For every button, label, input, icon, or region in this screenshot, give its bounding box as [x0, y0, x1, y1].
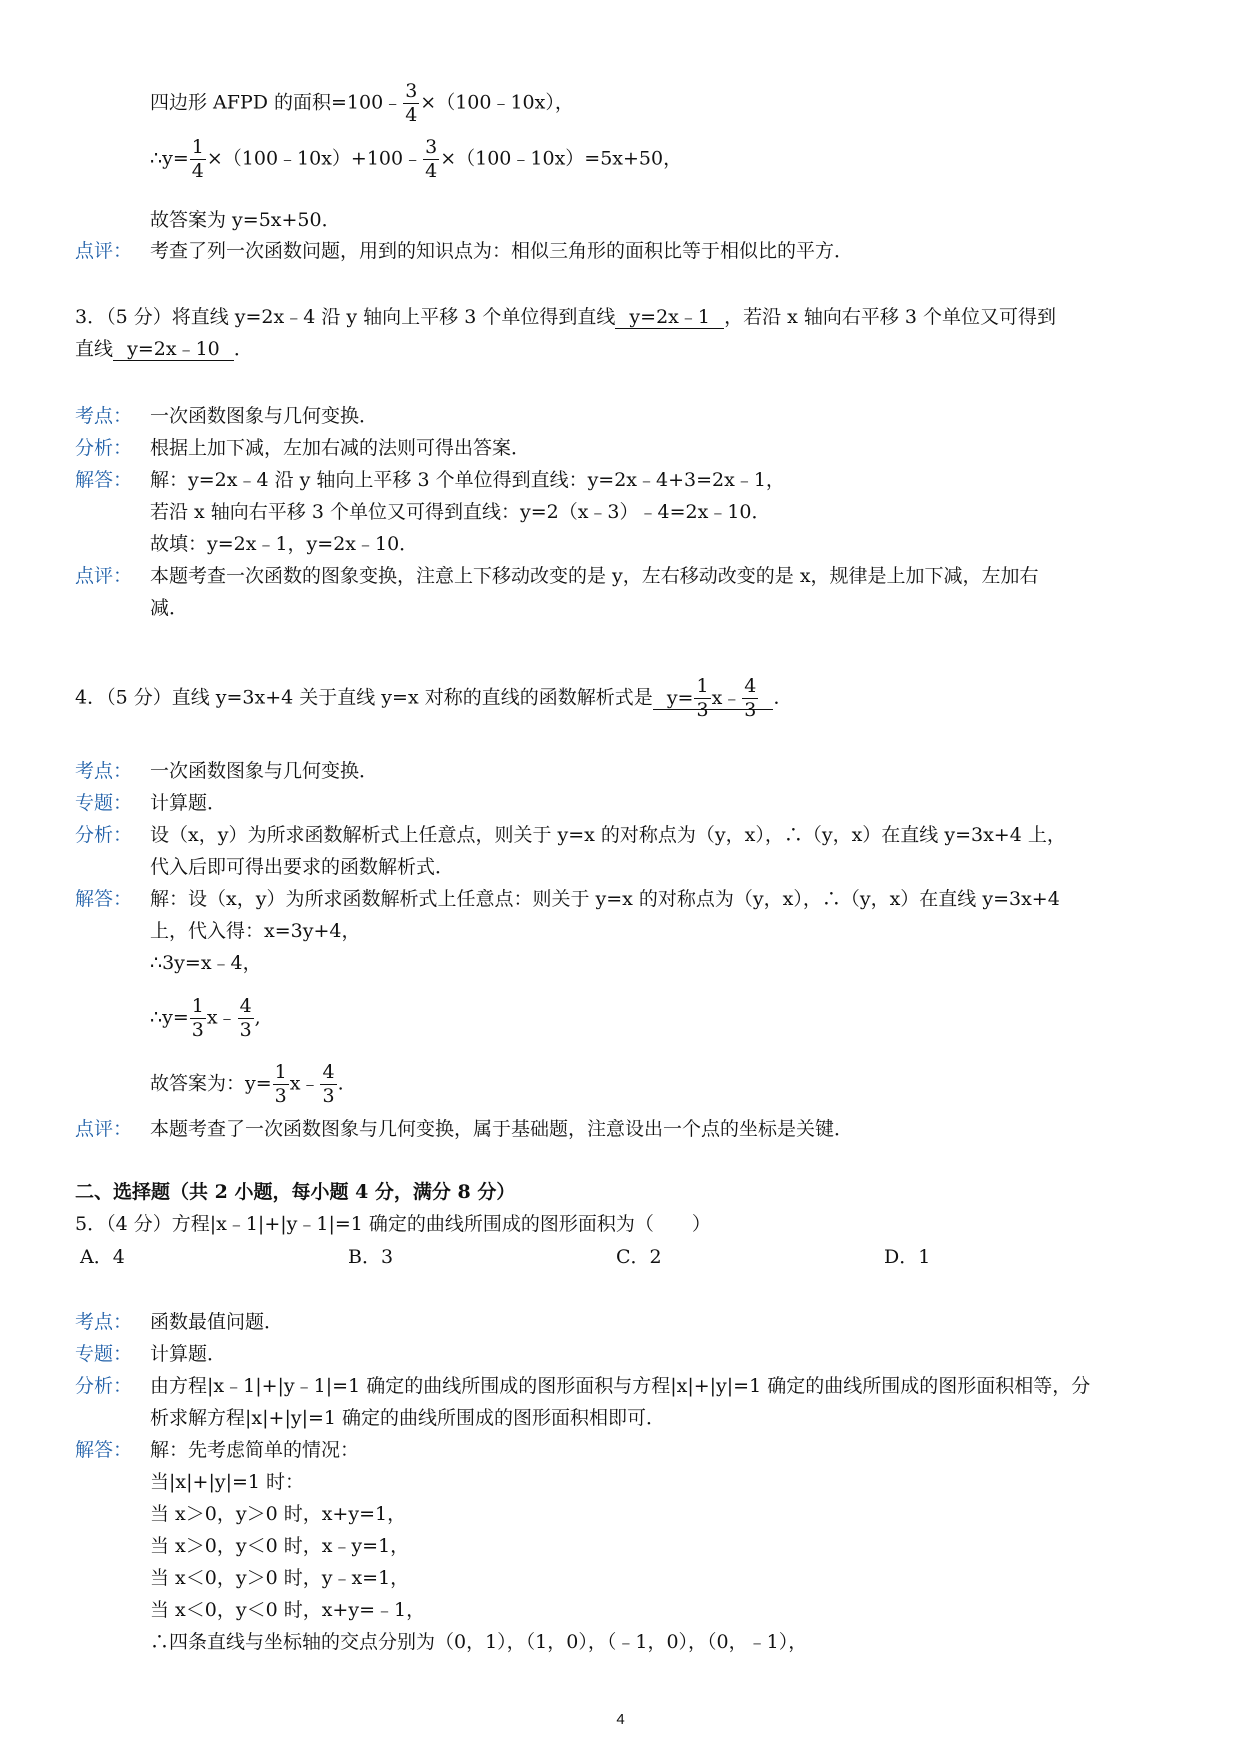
numerator: 4 [239, 995, 252, 1017]
text: ． [773, 686, 793, 709]
denominator: 3 [239, 1019, 252, 1041]
q5-jieda-line6: 当 x＜0，y＜0 时，x+y=﹣1， [150, 1599, 426, 1621]
text: ． [233, 338, 253, 360]
numerator: 1 [696, 675, 709, 697]
text: x﹣ [206, 1006, 237, 1029]
text: ，若沿 x 轴向右平移 3 个单位又可得到 [724, 306, 1057, 328]
fraction [190, 138, 206, 181]
q4-jieda-line1: 解：设（x，y）为所求函数解析式上任意点：则关于 y=x 的对称点为（y，x），∴（y，x）在直线 y=3x+4 [150, 888, 1060, 910]
q3-fenxi-label: 分析： [75, 437, 133, 459]
q5-jieda-label: 解答： [75, 1439, 133, 1461]
fraction [694, 677, 710, 720]
text: , [254, 1006, 261, 1029]
text: 故答案为：y= [150, 1072, 272, 1095]
q5-fenxi-label: 分析： [75, 1375, 133, 1397]
section-heading: 二、选择题（共 2 小题，每小题 4 分，满分 8 分） [75, 1181, 516, 1203]
denominator: 4 [405, 104, 418, 126]
q5-jieda-line4: 当 x＞0，y＜0 时，x﹣y=1， [150, 1535, 410, 1557]
q4-stem [75, 677, 792, 720]
q4-kaodian-label: 考点： [75, 760, 133, 782]
q3-pingping-line2: 减． [150, 597, 189, 619]
text: ×（100﹣10x）+100﹣ [206, 147, 423, 170]
q3-fenxi: 根据上加下减，左加右减的法则可得出答案． [150, 437, 531, 459]
text: 四边形 AFPD 的面积=100﹣ [150, 91, 403, 114]
q4-zhuanti-label: 专题： [75, 792, 133, 814]
q3-pingping-label: 点评： [75, 565, 133, 587]
q4-kaodian: 一次函数图象与几何变换． [150, 760, 379, 782]
denominator: 3 [191, 1019, 204, 1041]
q3-answer-2 [113, 338, 234, 361]
q5-jieda-line5: 当 x＜0，y＞0 时，y﹣x=1， [150, 1567, 410, 1589]
numerator: 1 [191, 136, 204, 158]
fraction [238, 997, 254, 1040]
q3-jieda-line1: 解：y=2x﹣4 沿 y 轴向上平移 3 个单位得到直线：y=2x﹣4+3=2x﹣1， [150, 469, 785, 491]
q3-pingping-line1: 本题考查一次函数的图象变换，注意上下移动改变的是 y，左右移动改变的是 x，规律是上加下减，左加右 [150, 565, 1039, 587]
review-label: 点评： [75, 240, 133, 262]
q4-fenxi-label: 分析： [75, 824, 133, 846]
q5-jieda-line7: ∴四条直线与坐标轴的交点分别为（0，1），（1，0），（﹣1，0），（0，﹣1）， [150, 1631, 808, 1653]
q4-jieda-line5 [150, 1063, 344, 1106]
q5-jieda-line3: 当 x＞0，y＞0 时，x+y=1， [150, 1503, 407, 1525]
q3-jieda-label: 解答： [75, 469, 133, 491]
numerator: 4 [744, 675, 757, 697]
numerator: 1 [191, 995, 204, 1017]
q3-stem-line1 [75, 303, 1056, 331]
fraction [423, 138, 439, 181]
q4-jieda-label: 解答： [75, 888, 133, 910]
q5-kaodian-label: 考点： [75, 1311, 133, 1333]
area-formula-line [150, 82, 574, 125]
numerator: 4 [322, 1061, 335, 1083]
text: ∴y= [150, 147, 189, 170]
q3-jieda-line3: 故填：y=2x﹣1，y=2x﹣10． [150, 533, 419, 555]
text: ×（100﹣10x）=5x+50， [440, 147, 683, 170]
text: x﹣ [289, 1072, 320, 1095]
q5-option-a[interactable]: A．4 [80, 1246, 125, 1268]
answer-text: y=2x﹣1 [629, 306, 710, 328]
answer-text: x﹣ [711, 686, 742, 709]
q5-option-c[interactable]: C．2 [616, 1246, 662, 1268]
q4-jieda-line3: ∴3y=x﹣4， [150, 952, 262, 974]
q4-pingping: 本题考查了一次函数图象与几何变换，属于基础题，注意设出一个点的坐标是关键． [150, 1118, 854, 1140]
q5-kaodian: 函数最值问题． [150, 1311, 284, 1333]
q3-kaodian-label: 考点： [75, 405, 133, 427]
q5-fenxi-line1: 由方程|x﹣1|+|y﹣1|=1 确定的曲线所围成的图形面积与方程|x|+|y|=1 确定的曲线所围成的图形面积相等，分 [150, 1375, 1091, 1397]
denominator: 4 [425, 160, 438, 182]
denominator: 3 [696, 699, 709, 721]
q5-stem: 5．（4 分）方程|x﹣1|+|y﹣1|=1 确定的曲线所围成的图形面积为（ ） [75, 1213, 711, 1235]
text: 4．（5 分）直线 y=3x+4 关于直线 y=x 对称的直线的函数解析式是 [75, 686, 653, 709]
q4-jieda-line4 [150, 997, 261, 1040]
numerator: 3 [405, 80, 418, 102]
q4-answer [653, 675, 774, 721]
numerator: 1 [274, 1061, 287, 1083]
denominator: 4 [191, 160, 204, 182]
q5-option-b[interactable]: B．3 [348, 1246, 394, 1268]
fraction [742, 677, 758, 720]
fraction [273, 1063, 289, 1106]
answer-line: 故答案为 y=5x+50． [150, 209, 341, 231]
q4-zhuanti: 计算题． [150, 792, 227, 814]
q5-fenxi-line2: 析求解方程|x|+|y|=1 确定的曲线所围成的图形面积相即可． [150, 1407, 666, 1429]
numerator: 3 [425, 136, 438, 158]
q5-option-d[interactable]: D．1 [884, 1246, 931, 1268]
text: ∴y= [150, 1006, 189, 1029]
q5-jieda-line1: 解：先考虑简单的情况： [150, 1439, 360, 1461]
answer-text: y=2x﹣10 [127, 338, 220, 360]
q4-fenxi-line2: 代入后即可得出要求的函数解析式． [150, 856, 455, 878]
page-number: 4 [616, 1711, 625, 1728]
denominator: 3 [274, 1085, 287, 1107]
q4-pingping-label: 点评： [75, 1118, 133, 1140]
q4-fenxi-line1: 设（x，y）为所求函数解析式上任意点，则关于 y=x 的对称点为（y，x），∴（y，x）在直线 y=3x+4 上， [150, 824, 1066, 846]
q3-kaodian: 一次函数图象与几何变换． [150, 405, 379, 427]
denominator: 3 [322, 1085, 335, 1107]
text: 直线 [75, 338, 114, 360]
denominator: 3 [744, 699, 757, 721]
answer-text: y= [666, 686, 694, 709]
text: . [337, 1072, 344, 1095]
y-formula-line [150, 138, 682, 181]
q4-jieda-line2: 上，代入得：x=3y+4， [150, 920, 361, 942]
fraction [320, 1063, 336, 1106]
text: 3．（5 分）将直线 y=2x﹣4 沿 y 轴向上平移 3 个单位得到直线 [75, 306, 616, 328]
q3-jieda-line2: 若沿 x 轴向右平移 3 个单位又可得到直线：y=2（x﹣3）﹣4=2x﹣10． [150, 501, 771, 523]
q5-zhuanti: 计算题． [150, 1343, 227, 1365]
q3-answer-1 [615, 306, 724, 329]
q3-stem-line2 [75, 335, 253, 363]
q5-zhuanti-label: 专题： [75, 1343, 133, 1365]
fraction [190, 997, 206, 1040]
fraction [403, 82, 419, 125]
text: ×（100﹣10x）， [420, 91, 574, 114]
q5-jieda-line2: 当|x|+|y|=1 时： [150, 1471, 305, 1493]
review-text: 考查了列一次函数问题，用到的知识点为：相似三角形的面积比等于相似比的平方． [150, 240, 854, 262]
